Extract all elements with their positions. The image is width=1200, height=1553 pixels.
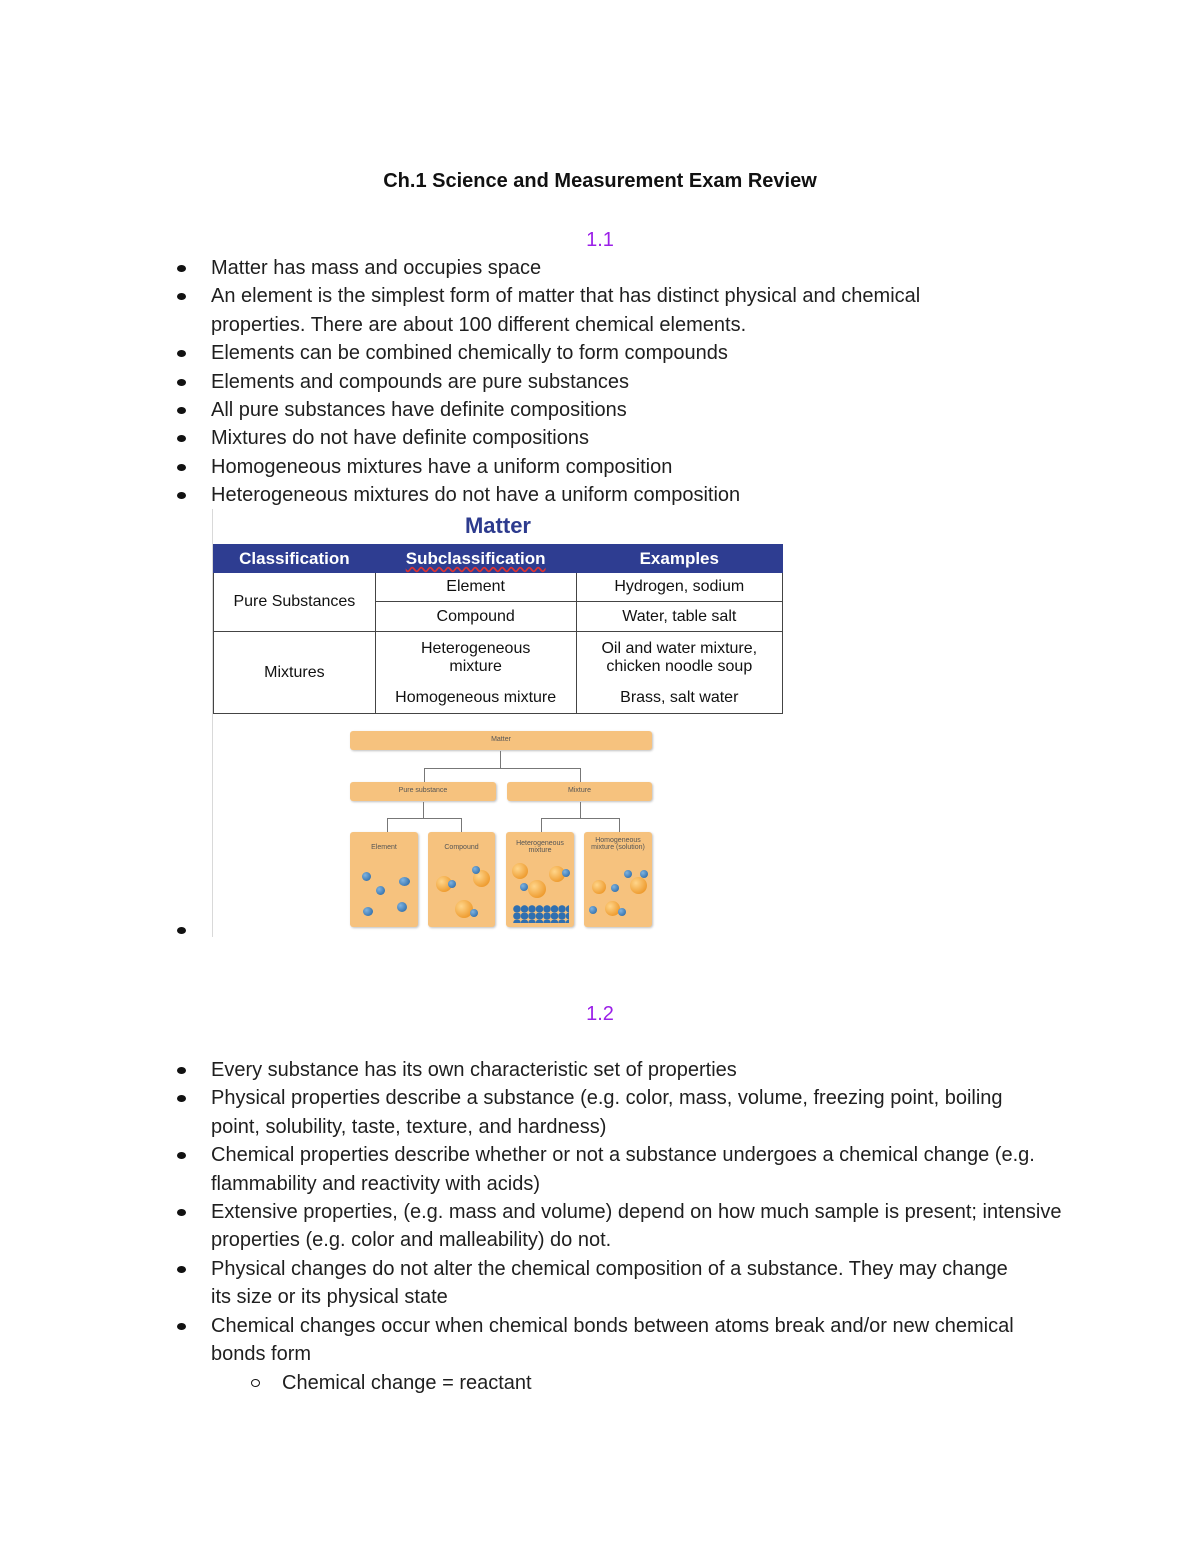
layered-atoms-icon — [513, 905, 569, 923]
atom-icon — [397, 902, 407, 912]
list-item: Chemical properties describe whether or not a substance undergoes a chemical change (e.g. flammability and reactivity with acids) — [173, 1141, 1091, 1198]
molecule-icon — [512, 863, 528, 879]
list-item: Chemical changes occur when chemical bonds between atoms break and/or new chemical bonds form — [173, 1312, 1031, 1369]
diagram-hetero-label: Heterogeneous mixture — [516, 840, 564, 854]
bullet-icon — [177, 1152, 186, 1159]
sub-list-item: Chemical change = reactant — [244, 1369, 532, 1397]
atom-icon — [470, 909, 478, 917]
diagram-homo-label: Homogeneous mixture (solution) — [591, 837, 645, 851]
atom-icon — [362, 872, 371, 881]
diagram-mixture-label: Mixture — [568, 787, 591, 794]
atom-icon — [376, 886, 385, 895]
bullet-icon — [177, 435, 186, 442]
list-item: An element is the simplest form of matter that has distinct physical and chemical properties. There are about 100 different chemical elements. — [173, 282, 991, 339]
diagram-connector — [580, 802, 581, 818]
section-heading-1-1: 1.1 — [586, 229, 614, 251]
bullet-icon — [177, 1209, 186, 1216]
bullet-icon — [177, 293, 186, 300]
atom-icon — [611, 884, 619, 892]
diagram-element-label: Element — [371, 844, 397, 851]
diagram-pure-label: Pure substance — [398, 787, 448, 794]
diagram-matter-label: Matter — [491, 736, 511, 743]
diagram-connector — [500, 751, 501, 768]
header-subclassification: Subclassification — [375, 545, 576, 573]
list-item: All pure substances have definite compositions — [173, 396, 1073, 424]
molecule-icon — [592, 880, 606, 894]
list-item: Elements and compounds are pure substances — [173, 368, 1073, 396]
diagram-connector — [387, 818, 461, 819]
cell-pure-substances: Pure Substances — [214, 573, 376, 632]
cell-homogeneous-examples: Brass, salt water — [576, 684, 782, 714]
diagram-mixture-box — [507, 782, 652, 801]
bullet-icon — [177, 492, 186, 499]
atom-icon — [520, 883, 528, 891]
bullet-icon — [177, 1095, 186, 1102]
atom-icon — [363, 907, 373, 916]
bullet-icon — [177, 379, 186, 386]
cell-heterogeneous: Heterogeneous mixture — [375, 632, 576, 684]
list-item: Mixtures do not have definite compositions — [173, 424, 1073, 452]
matter-table — [213, 544, 783, 714]
diagram-connector — [541, 818, 619, 819]
bullet-icon — [177, 927, 186, 934]
list-item: Physical changes do not alter the chemical composition of a substance. They may change its size or its physical state — [173, 1255, 1031, 1312]
diagram-connector — [619, 818, 620, 832]
cell-compound-examples: Water, table salt — [576, 602, 782, 632]
atom-icon — [618, 908, 626, 916]
cell-element: Element — [375, 573, 576, 602]
atom-icon — [472, 866, 480, 874]
list-item: Physical properties describe a substance (e.g. color, mass, volume, freezing point, boiling point, solubility, taste, texture, and hardness) — [173, 1084, 1011, 1141]
diagram-connector — [424, 768, 580, 769]
cell-compound: Compound — [375, 602, 576, 632]
atom-icon — [399, 877, 410, 886]
list-item: Elements can be combined chemically to form compounds — [173, 339, 1073, 367]
bullet-icon — [177, 1067, 186, 1074]
cell-heterogeneous-examples: Oil and water mixture, chicken noodle soup — [576, 632, 782, 684]
matter-table-title: Matter — [464, 513, 531, 538]
atom-icon — [562, 869, 570, 877]
diagram-connector — [541, 818, 542, 832]
section-1-2-sublist — [244, 1369, 532, 1397]
diagram-connector — [424, 768, 425, 782]
page-title: Ch.1 Science and Measurement Exam Review — [383, 170, 817, 192]
header-classification: Classification — [214, 545, 376, 573]
list-item: Every substance has its own characteristic set of properties — [173, 1056, 1073, 1084]
diagram-pure-box — [350, 782, 496, 801]
molecule-icon — [528, 880, 546, 898]
list-item: Extensive properties, (e.g. mass and volume) depend on how much sample is present; intensive properties (e.g. color and malleability) do not. — [173, 1198, 1091, 1255]
list-item: Matter has mass and occupies space — [173, 254, 1073, 282]
bullet-icon — [177, 1323, 186, 1330]
atom-icon — [624, 870, 632, 878]
section-heading-1-2: 1.2 — [586, 1003, 614, 1025]
section-1-2-list — [173, 1056, 1073, 1368]
diagram-connector — [387, 818, 388, 832]
diagram-connector — [580, 768, 581, 782]
circle-bullet-icon — [251, 1379, 260, 1387]
list-item: Homogeneous mixtures have a uniform composition — [173, 453, 1073, 481]
atom-icon — [589, 906, 597, 914]
atom-icon — [448, 880, 456, 888]
atom-icon — [640, 870, 648, 878]
bullet-icon — [177, 407, 186, 414]
bullet-icon — [177, 350, 186, 357]
section-1-1-list — [173, 254, 1073, 510]
bullet-icon — [177, 1266, 186, 1273]
molecule-icon — [630, 877, 647, 894]
cell-element-examples: Hydrogen, sodium — [576, 573, 782, 602]
cell-homogeneous: Homogeneous mixture — [375, 684, 576, 714]
header-examples: Examples — [576, 545, 782, 573]
bullet-icon — [177, 464, 186, 471]
list-item: Heterogeneous mixtures do not have a uniform composition — [173, 481, 1073, 509]
bullet-icon — [177, 265, 186, 272]
diagram-connector — [423, 802, 424, 818]
diagram-matter-box — [350, 731, 652, 750]
diagram-compound-label: Compound — [444, 844, 479, 851]
cell-mixtures: Mixtures — [214, 632, 376, 714]
diagram-connector — [461, 818, 462, 832]
